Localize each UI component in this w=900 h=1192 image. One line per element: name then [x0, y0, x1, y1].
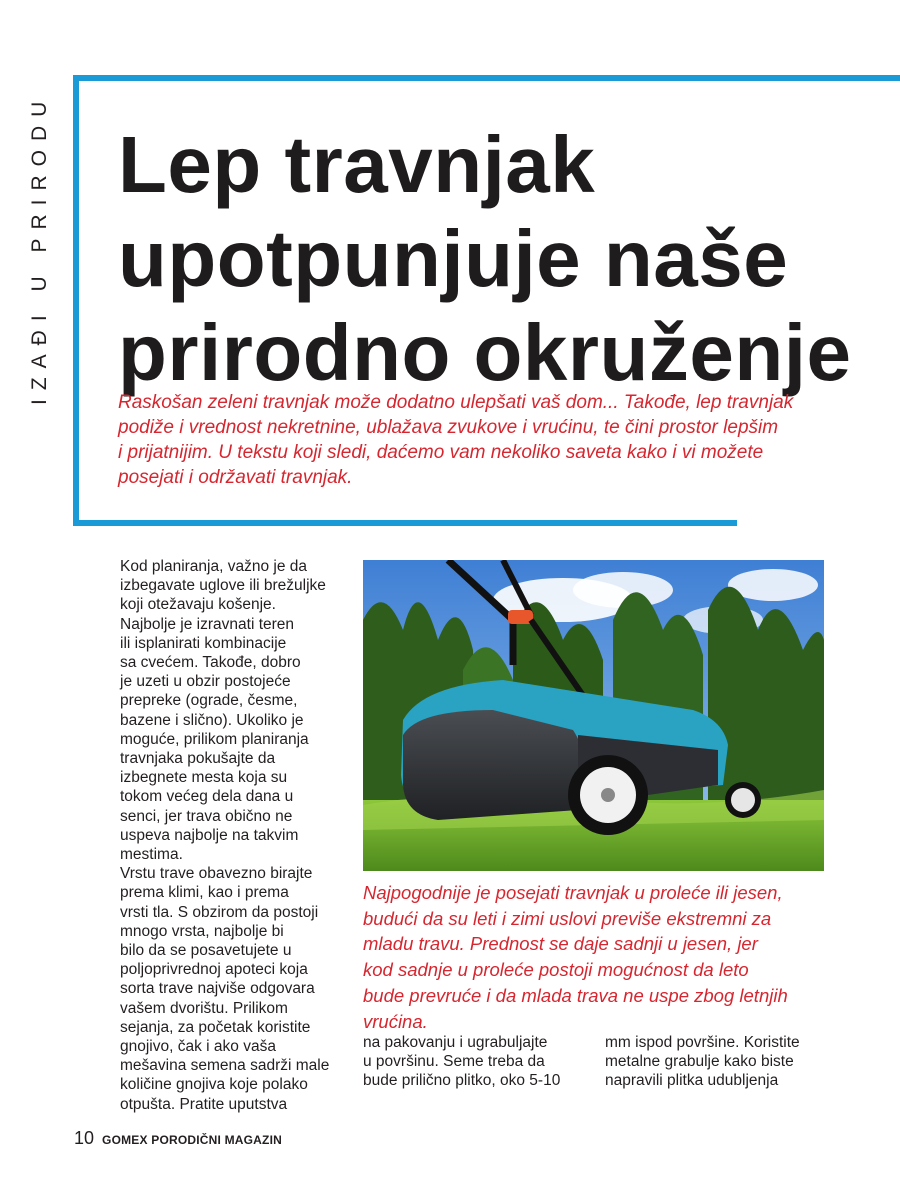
body-line: u površinu. Seme treba da: [363, 1053, 545, 1071]
body-line: gnojivo, čak i ako vaša: [120, 1038, 276, 1056]
body-line: sejanja, za početak koristite: [120, 1018, 311, 1036]
body-line: prepreke (ograde, česme,: [120, 692, 298, 710]
page-number: 10: [74, 1128, 95, 1148]
body-column-1: [120, 557, 329, 1114]
body-line: bazene i slično). Ukoliko je: [120, 711, 304, 729]
pullquote-line: vrućina.: [363, 1010, 428, 1032]
title-line: Lep travnjak: [118, 120, 596, 209]
lead-paragraph: [118, 390, 838, 490]
pullquote-line: mladu travu. Prednost se daje sadnji u jesen, jer: [363, 933, 758, 955]
body-column-2: [363, 1033, 560, 1091]
lead-line: podiže i vrednost nekretnine, ublažava zvukove i vrućinu, te čini prostor lepšim: [118, 417, 779, 438]
pullquote-line: kod sadnje u proleće postoji mogućnost da leto: [363, 959, 749, 981]
frame-top-border: [73, 75, 900, 81]
frame-bottom-border: [73, 520, 737, 526]
body-line: Vrstu trave obavezno birajte: [120, 865, 313, 883]
body-line: mnogo vrsta, najbolje bi: [120, 922, 284, 940]
body-line: otpušta. Pratite uputstva: [120, 1095, 288, 1113]
body-line: sa cvećem. Takođe, dobro: [120, 654, 301, 672]
pullquote-line: bude prevruće i da mlada trava ne uspe zbog letnjih: [363, 984, 788, 1006]
article-title: [118, 118, 888, 400]
title-line: upotpunjuje naše: [118, 214, 789, 303]
body-line: bude prilično plitko, oko 5-10: [363, 1072, 561, 1090]
pull-quote: [363, 880, 833, 1034]
frame-left-border: [73, 75, 79, 526]
body-line: mm ispod površine. Koristite: [605, 1034, 800, 1051]
body-line: količine gnojiva koje polako: [120, 1076, 308, 1094]
body-line: izbegavate uglove ili brežuljke: [120, 577, 326, 595]
body-line: moguće, prilikom planiranja: [120, 730, 309, 748]
body-line: poljoprivrednoj apoteci koja: [120, 961, 308, 979]
lead-line: i prijatnijim. U tekstu koji sledi, daćemo vam nekoliko saveta kako i vi možete: [118, 442, 764, 463]
body-line: uspeva najbolje na takvim: [120, 826, 299, 844]
body-line: izbegnete mesta koja su: [120, 769, 288, 787]
body-line: Kod planiranja, važno je da: [120, 558, 307, 575]
body-line: napravili plitka udubljenja: [605, 1072, 779, 1090]
section-label: IZAĐI U PRIRODU: [28, 92, 51, 405]
lead-line: posejati i održavati travnjak.: [118, 467, 353, 488]
body-line: vašem dvorištu. Prilikom: [120, 999, 288, 1017]
pullquote-line: budući da su leti i zimi uslovi previše ekstremni za: [363, 907, 772, 929]
body-line: na pakovanju i ugrabuljajte: [363, 1034, 548, 1051]
body-line: je uzeti u obzir postojeće: [120, 673, 291, 691]
pullquote-line: Najpogodnije je posejati travnjak u proleće ili jesen,: [363, 882, 783, 903]
body-line: prema klimi, kao i prema: [120, 884, 289, 902]
page-footer: [74, 1128, 282, 1150]
body-line: koji otežavaju košenje.: [120, 596, 276, 614]
body-line: travnjaka pokušajte da: [120, 750, 276, 768]
lawn-mower-photo: [363, 560, 824, 871]
title-line: prirodno okruženje: [118, 308, 852, 397]
body-column-3: [605, 1033, 800, 1091]
body-line: metalne grabulje kako biste: [605, 1053, 794, 1071]
magazine-name: GOMEX PORODIČNI MAGAZIN: [102, 1133, 282, 1147]
body-line: Najbolje je izravnati teren: [120, 615, 295, 633]
body-line: tokom većeg dela dana u: [120, 788, 294, 806]
body-line: ili isplanirati kombinacije: [120, 634, 287, 652]
body-line: bilo da se posavetujete u: [120, 942, 292, 960]
body-line: senci, jer trava obično ne: [120, 807, 293, 825]
body-line: mestima.: [120, 846, 183, 864]
body-line: sorta trave najviše odgovara: [120, 980, 315, 998]
body-line: mešavina semena sadrži male: [120, 1057, 330, 1075]
lead-line: Raskošan zeleni travnjak može dodatno ulepšati vaš dom... Takođe, lep travnjak: [118, 392, 794, 413]
body-line: vrsti tla. S obzirom da postoji: [120, 903, 319, 921]
